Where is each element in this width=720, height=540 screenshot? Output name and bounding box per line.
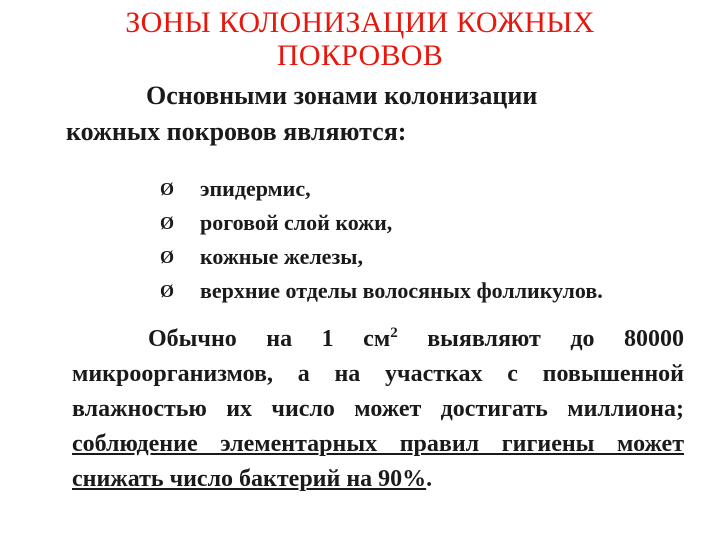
list-item-text: роговой слой кожи, — [200, 210, 393, 235]
slide-title — [0, 6, 720, 72]
colonization-zones-list — [160, 172, 603, 308]
list-item — [160, 172, 603, 206]
paragraph-part-2: выявляют до 80000 микроорганизмов, а на участках с повышенной влажностью их число может достигать миллиона; — [72, 326, 684, 422]
paragraph-superscript: 2 — [390, 325, 398, 341]
paragraph-end: . — [426, 466, 433, 492]
intro-text — [66, 78, 686, 150]
slide-title-line-2: ПОКРОВОВ — [276, 39, 444, 72]
list-item — [160, 206, 603, 240]
list-item — [160, 240, 603, 274]
slide-title-line-1: ЗОНЫ КОЛОНИЗАЦИИ КОЖНЫХ — [125, 6, 595, 39]
paragraph-underlined: соблюдение элементарных правил гигиены может снижать число бактерий на 90% — [72, 431, 684, 492]
list-item-text: верхние отделы волосяных фолликулов. — [200, 278, 603, 303]
arrow-bullet-icon: Ø — [160, 247, 175, 267]
list-item-text: эпидермис, — [200, 176, 311, 201]
paragraph-part-1: Обычно на 1 см — [148, 326, 391, 352]
intro-line-2: кожных покровов являются: — [66, 117, 407, 146]
arrow-bullet-icon: Ø — [160, 179, 175, 199]
microorganism-paragraph — [72, 322, 684, 497]
intro-line-1: Основными зонами колонизации — [146, 81, 538, 110]
list-item-text: кожные железы, — [200, 244, 363, 269]
arrow-bullet-icon: Ø — [160, 281, 175, 301]
list-item — [160, 274, 603, 308]
arrow-bullet-icon: Ø — [160, 213, 175, 233]
